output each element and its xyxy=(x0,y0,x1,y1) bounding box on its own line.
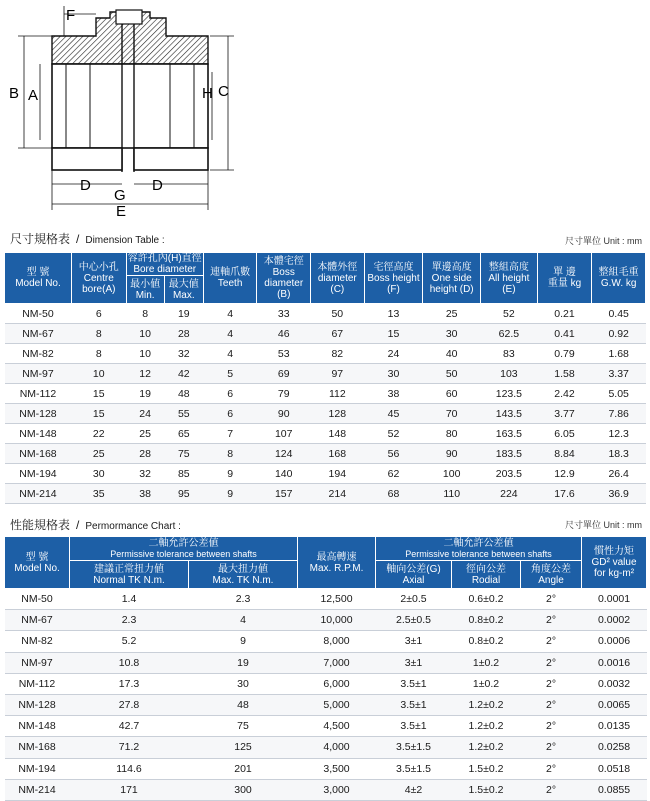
table-cell: 10,000 xyxy=(298,610,376,631)
table-cell: 0.0855 xyxy=(582,779,647,800)
table-cell: 12.3 xyxy=(592,424,646,444)
table-cell: 1.5±0.2 xyxy=(452,779,521,800)
col-one-side-height: 單邊高度 One side height (D) xyxy=(423,253,481,304)
table-cell: 69 xyxy=(257,364,311,384)
table-cell: NM-112 xyxy=(5,673,70,694)
table-cell: 7 xyxy=(203,424,257,444)
table-cell: 15 xyxy=(71,404,126,424)
table-cell: 0.92 xyxy=(592,324,646,344)
table-cell: 48 xyxy=(164,384,203,404)
table-cell: 75 xyxy=(189,716,298,737)
table-cell: 8 xyxy=(126,304,164,324)
table-cell: 4 xyxy=(203,324,257,344)
table-cell: 56 xyxy=(364,444,423,464)
table-cell: 3.5±1.5 xyxy=(376,737,452,758)
dimension-table xyxy=(4,252,646,504)
table-cell: 32 xyxy=(164,344,203,364)
table-cell: 2° xyxy=(521,779,582,800)
table-cell: 3.5±1.5 xyxy=(376,758,452,779)
performance-table-body xyxy=(5,589,647,801)
table-cell: 12.9 xyxy=(537,464,592,484)
label-f: F xyxy=(66,7,76,24)
table-cell: 3±1 xyxy=(376,631,452,652)
table-cell: 3.37 xyxy=(592,364,646,384)
table-cell: 5 xyxy=(203,364,257,384)
table-cell: 25 xyxy=(71,444,126,464)
table-cell: 3,500 xyxy=(298,758,376,779)
col-boss-height: 宅徑高度 Boss height (F) xyxy=(364,253,423,304)
table-cell: 85 xyxy=(164,464,203,484)
table-cell: 3,000 xyxy=(298,779,376,800)
table-row xyxy=(5,589,647,610)
table-cell: 70 xyxy=(423,404,481,424)
label-c: C xyxy=(218,83,229,100)
table-cell: 40 xyxy=(423,344,481,364)
table-cell: NM-194 xyxy=(5,464,72,484)
table-cell: 9 xyxy=(203,484,257,504)
table-cell: 30 xyxy=(71,464,126,484)
table-cell: 48 xyxy=(189,694,298,715)
performance-section-title: 性能規格表 / Permormance Chart : xyxy=(10,518,181,532)
table-cell: 1.5±0.2 xyxy=(452,758,521,779)
table-cell: 42.7 xyxy=(70,716,189,737)
table-cell: 50 xyxy=(311,304,365,324)
col-gd-value: 慣性力矩 GD² value for kg-m² xyxy=(582,537,647,589)
col-tolerance-group: 二軸允許公差値 Permissive tolerance between shafts xyxy=(70,537,298,561)
table-cell: 32 xyxy=(126,464,164,484)
table-cell: 2° xyxy=(521,737,582,758)
table-row xyxy=(5,364,646,384)
table-cell: 2.42 xyxy=(537,384,592,404)
table-cell: NM-128 xyxy=(5,404,72,424)
table-cell: 0.21 xyxy=(537,304,592,324)
table-cell: 1±0.2 xyxy=(452,673,521,694)
table-row xyxy=(5,652,647,673)
table-cell: 33 xyxy=(257,304,311,324)
table-cell: 90 xyxy=(423,444,481,464)
label-d-right: D xyxy=(152,177,163,194)
table-cell: 25 xyxy=(423,304,481,324)
table-cell: 3.5±1 xyxy=(376,673,452,694)
table-cell: 19 xyxy=(164,304,203,324)
table-cell: 5.2 xyxy=(70,631,189,652)
table-cell: 0.0006 xyxy=(582,631,647,652)
table-row xyxy=(5,424,646,444)
table-cell: 2.3 xyxy=(70,610,189,631)
table-cell: 0.0016 xyxy=(582,652,647,673)
table-cell: 28 xyxy=(164,324,203,344)
table-cell: 4,500 xyxy=(298,716,376,737)
table-cell: NM-82 xyxy=(5,631,70,652)
table-cell: 2° xyxy=(521,758,582,779)
table-cell: 110 xyxy=(423,484,481,504)
table-cell: 95 xyxy=(164,484,203,504)
table-cell: 52 xyxy=(364,424,423,444)
table-cell: 8 xyxy=(203,444,257,464)
table-cell: NM-82 xyxy=(5,344,72,364)
table-cell: 100 xyxy=(423,464,481,484)
table-row xyxy=(5,758,647,779)
table-cell: 60 xyxy=(423,384,481,404)
table-cell: 25 xyxy=(126,424,164,444)
col-max-rpm: 最高轉速 Max. R.P.M. xyxy=(298,537,376,589)
table-cell: 0.0065 xyxy=(582,694,647,715)
performance-title-en: Permormance Chart : xyxy=(85,521,181,532)
col-boss-diameter: 本體宅徑 Boss diameter (B) xyxy=(257,253,311,304)
table-cell: 30 xyxy=(189,673,298,694)
table-cell: 38 xyxy=(364,384,423,404)
dimension-section-title: 尺寸規格表 / Dimension Table : xyxy=(10,232,165,246)
table-cell: 53 xyxy=(257,344,311,364)
table-cell: 3.5±1 xyxy=(376,694,452,715)
table-cell: 171 xyxy=(70,779,189,800)
table-cell: 107 xyxy=(257,424,311,444)
table-cell: 2° xyxy=(521,652,582,673)
table-cell: 6.05 xyxy=(537,424,592,444)
table-cell: 1.2±0.2 xyxy=(452,694,521,715)
table-cell: 0.8±0.2 xyxy=(452,631,521,652)
table-cell: 124 xyxy=(257,444,311,464)
table-cell: NM-112 xyxy=(5,384,72,404)
col-tolerance-group-2: 二軸允許公差値 Permissive tolerance between shafts xyxy=(376,537,582,561)
table-row xyxy=(5,716,647,737)
table-row xyxy=(5,631,647,652)
table-cell: 140 xyxy=(257,464,311,484)
table-cell: 9 xyxy=(189,631,298,652)
table-cell: 12,500 xyxy=(298,589,376,610)
table-cell: 1.58 xyxy=(537,364,592,384)
table-cell: 300 xyxy=(189,779,298,800)
col-model: 型 號 Model No. xyxy=(5,253,72,304)
label-b: B xyxy=(9,85,20,102)
table-cell: 67 xyxy=(311,324,365,344)
table-cell: 6,000 xyxy=(298,673,376,694)
col-teeth: 連軸爪數 Teeth xyxy=(203,253,257,304)
table-cell: NM-194 xyxy=(5,758,70,779)
table-cell: 17.6 xyxy=(537,484,592,504)
dimension-unit: 尺寸單位 Unit : mm xyxy=(564,236,642,246)
table-cell: NM-67 xyxy=(5,324,72,344)
table-cell: 65 xyxy=(164,424,203,444)
table-row xyxy=(5,304,646,324)
table-cell: 10 xyxy=(126,324,164,344)
table-cell: NM-67 xyxy=(5,610,70,631)
col-bore-min: 最小値 Min. xyxy=(126,276,164,304)
table-cell: 28 xyxy=(126,444,164,464)
table-cell: 83 xyxy=(481,344,538,364)
table-cell: 42 xyxy=(164,364,203,384)
table-cell: 68 xyxy=(364,484,423,504)
table-cell: NM-128 xyxy=(5,694,70,715)
performance-table xyxy=(4,536,647,801)
table-cell: 1.2±0.2 xyxy=(452,716,521,737)
table-row xyxy=(5,694,647,715)
table-cell: 2±0.5 xyxy=(376,589,452,610)
table-cell: 0.79 xyxy=(537,344,592,364)
table-row xyxy=(5,464,646,484)
table-cell: NM-97 xyxy=(5,652,70,673)
table-cell: 4,000 xyxy=(298,737,376,758)
table-cell: 201 xyxy=(189,758,298,779)
table-cell: 0.0032 xyxy=(582,673,647,694)
table-cell: 7,000 xyxy=(298,652,376,673)
dimension-table-body xyxy=(5,304,646,504)
table-cell: 55 xyxy=(164,404,203,424)
label-g: G xyxy=(114,187,126,204)
table-cell: NM-50 xyxy=(5,304,72,324)
table-cell: 10.8 xyxy=(70,652,189,673)
table-cell: 1.2±0.2 xyxy=(452,737,521,758)
table-cell: 17.3 xyxy=(70,673,189,694)
table-cell: 0.0135 xyxy=(582,716,647,737)
table-cell: NM-168 xyxy=(5,737,70,758)
table-cell: 1.68 xyxy=(592,344,646,364)
table-cell: 168 xyxy=(311,444,365,464)
table-cell: 45 xyxy=(364,404,423,424)
table-cell: 2° xyxy=(521,694,582,715)
table-cell: 3±1 xyxy=(376,652,452,673)
table-cell: 1±0.2 xyxy=(452,652,521,673)
table-cell: 82 xyxy=(311,344,365,364)
table-cell: 2.3 xyxy=(189,589,298,610)
table-row xyxy=(5,384,646,404)
table-cell: 10 xyxy=(126,344,164,364)
label-a: A xyxy=(28,87,39,104)
table-cell: 24 xyxy=(364,344,423,364)
table-cell: 143.5 xyxy=(481,404,538,424)
table-cell: NM-148 xyxy=(5,716,70,737)
col-bore-diameter: 容許孔內(H)直徑 Bore diameter xyxy=(127,253,202,275)
table-cell: 8.84 xyxy=(537,444,592,464)
table-cell: 0.8±0.2 xyxy=(452,610,521,631)
col-angle: 角度公差 Angle xyxy=(521,561,582,589)
table-cell: 4 xyxy=(203,304,257,324)
table-cell: 4±2 xyxy=(376,779,452,800)
table-cell: 0.6±0.2 xyxy=(452,589,521,610)
col-radial: 徑向公差 Rodial xyxy=(452,561,521,589)
col-gross-weight: 整組毛重 G.W. kg xyxy=(592,253,646,304)
table-cell: 103 xyxy=(481,364,538,384)
table-cell: 5,000 xyxy=(298,694,376,715)
table-cell: 8,000 xyxy=(298,631,376,652)
table-cell: 10 xyxy=(71,364,126,384)
table-cell: 38 xyxy=(126,484,164,504)
table-cell: 71.2 xyxy=(70,737,189,758)
table-cell: 9 xyxy=(203,464,257,484)
col-max-tk: 最大扭力値 Max. TK N.m. xyxy=(189,561,298,589)
table-cell: 0.0258 xyxy=(582,737,647,758)
table-row xyxy=(5,324,646,344)
table-cell: 26.4 xyxy=(592,464,646,484)
table-row xyxy=(5,344,646,364)
dimension-title-zh: 尺寸規格表 xyxy=(10,232,71,246)
table-cell: 24 xyxy=(126,404,164,424)
table-cell: 0.0002 xyxy=(582,610,647,631)
table-cell: 79 xyxy=(257,384,311,404)
table-cell: 90 xyxy=(257,404,311,424)
col-normal-tk: 建議正常扭力値 Normal TK N.m. xyxy=(70,561,189,589)
performance-title-zh: 性能規格表 xyxy=(10,518,71,532)
table-cell: 8 xyxy=(71,324,126,344)
table-cell: 62.5 xyxy=(481,324,538,344)
col-model: 型 號 Model No. xyxy=(5,537,70,589)
table-cell: 157 xyxy=(257,484,311,504)
performance-unit: 尺寸單位 Unit : mm xyxy=(564,520,642,530)
table-cell: 27.8 xyxy=(70,694,189,715)
table-cell: 6 xyxy=(203,384,257,404)
table-cell: 163.5 xyxy=(481,424,538,444)
table-cell: 46 xyxy=(257,324,311,344)
dimension-title-en: Dimension Table : xyxy=(85,235,165,246)
col-weight: 單 邊 重量 kg xyxy=(537,253,592,304)
table-cell: 75 xyxy=(164,444,203,464)
table-cell: 2° xyxy=(521,589,582,610)
table-cell: 12 xyxy=(126,364,164,384)
coupling-drawing xyxy=(0,0,260,220)
table-cell: 19 xyxy=(189,652,298,673)
table-row xyxy=(5,779,647,800)
table-cell: 8 xyxy=(71,344,126,364)
table-cell: NM-168 xyxy=(5,444,72,464)
table-cell: 0.45 xyxy=(592,304,646,324)
col-axial: 軸向公差(G) Axial xyxy=(376,561,452,589)
table-cell: 62 xyxy=(364,464,423,484)
table-cell: 214 xyxy=(311,484,365,504)
table-cell: 52 xyxy=(481,304,538,324)
table-cell: 0.41 xyxy=(537,324,592,344)
table-cell: 203.5 xyxy=(481,464,538,484)
col-all-height: 整組高度 All height (E) xyxy=(481,253,538,304)
table-row xyxy=(5,444,646,464)
table-cell: 5.05 xyxy=(592,384,646,404)
table-row xyxy=(5,404,646,424)
table-cell: 2° xyxy=(521,631,582,652)
col-outer-diameter: 本體外徑 diameter (C) xyxy=(311,253,365,304)
table-row xyxy=(5,673,647,694)
table-row xyxy=(5,737,647,758)
table-cell: NM-50 xyxy=(5,589,70,610)
table-cell: 36.9 xyxy=(592,484,646,504)
table-cell: 97 xyxy=(311,364,365,384)
table-cell: 2° xyxy=(521,610,582,631)
table-cell: 148 xyxy=(311,424,365,444)
table-cell: NM-214 xyxy=(5,779,70,800)
table-cell: 2° xyxy=(521,716,582,737)
table-cell: 4 xyxy=(203,344,257,364)
table-cell: 2° xyxy=(521,673,582,694)
table-cell: 30 xyxy=(423,324,481,344)
table-cell: 3.77 xyxy=(537,404,592,424)
table-cell: 4 xyxy=(189,610,298,631)
table-cell: NM-148 xyxy=(5,424,72,444)
table-cell: 194 xyxy=(311,464,365,484)
col-bore-max: 最大値 Max. xyxy=(164,276,203,304)
table-cell: 35 xyxy=(71,484,126,504)
table-cell: 30 xyxy=(364,364,423,384)
table-cell: 15 xyxy=(364,324,423,344)
table-cell: 50 xyxy=(423,364,481,384)
table-cell: 15 xyxy=(71,384,126,404)
label-e: E xyxy=(116,203,127,220)
label-d-left: D xyxy=(80,177,91,194)
table-cell: NM-97 xyxy=(5,364,72,384)
table-cell: 224 xyxy=(481,484,538,504)
table-cell: 0.0518 xyxy=(582,758,647,779)
table-cell: 1.4 xyxy=(70,589,189,610)
table-cell: 3.5±1 xyxy=(376,716,452,737)
col-centre-bore: 中心小孔 Centre bore(A) xyxy=(71,253,126,304)
table-cell: 19 xyxy=(126,384,164,404)
table-cell: 80 xyxy=(423,424,481,444)
table-cell: 0.0001 xyxy=(582,589,647,610)
table-cell: NM-214 xyxy=(5,484,72,504)
table-cell: 22 xyxy=(71,424,126,444)
table-cell: 128 xyxy=(311,404,365,424)
label-h: H xyxy=(202,85,213,102)
table-cell: 7.86 xyxy=(592,404,646,424)
table-cell: 112 xyxy=(311,384,365,404)
table-cell: 123.5 xyxy=(481,384,538,404)
table-cell: 18.3 xyxy=(592,444,646,464)
table-cell: 2.5±0.5 xyxy=(376,610,452,631)
table-cell: 6 xyxy=(203,404,257,424)
table-cell: 13 xyxy=(364,304,423,324)
table-row xyxy=(5,610,647,631)
table-cell: 6 xyxy=(71,304,126,324)
table-cell: 125 xyxy=(189,737,298,758)
table-row xyxy=(5,484,646,504)
table-cell: 183.5 xyxy=(481,444,538,464)
table-cell: 114.6 xyxy=(70,758,189,779)
